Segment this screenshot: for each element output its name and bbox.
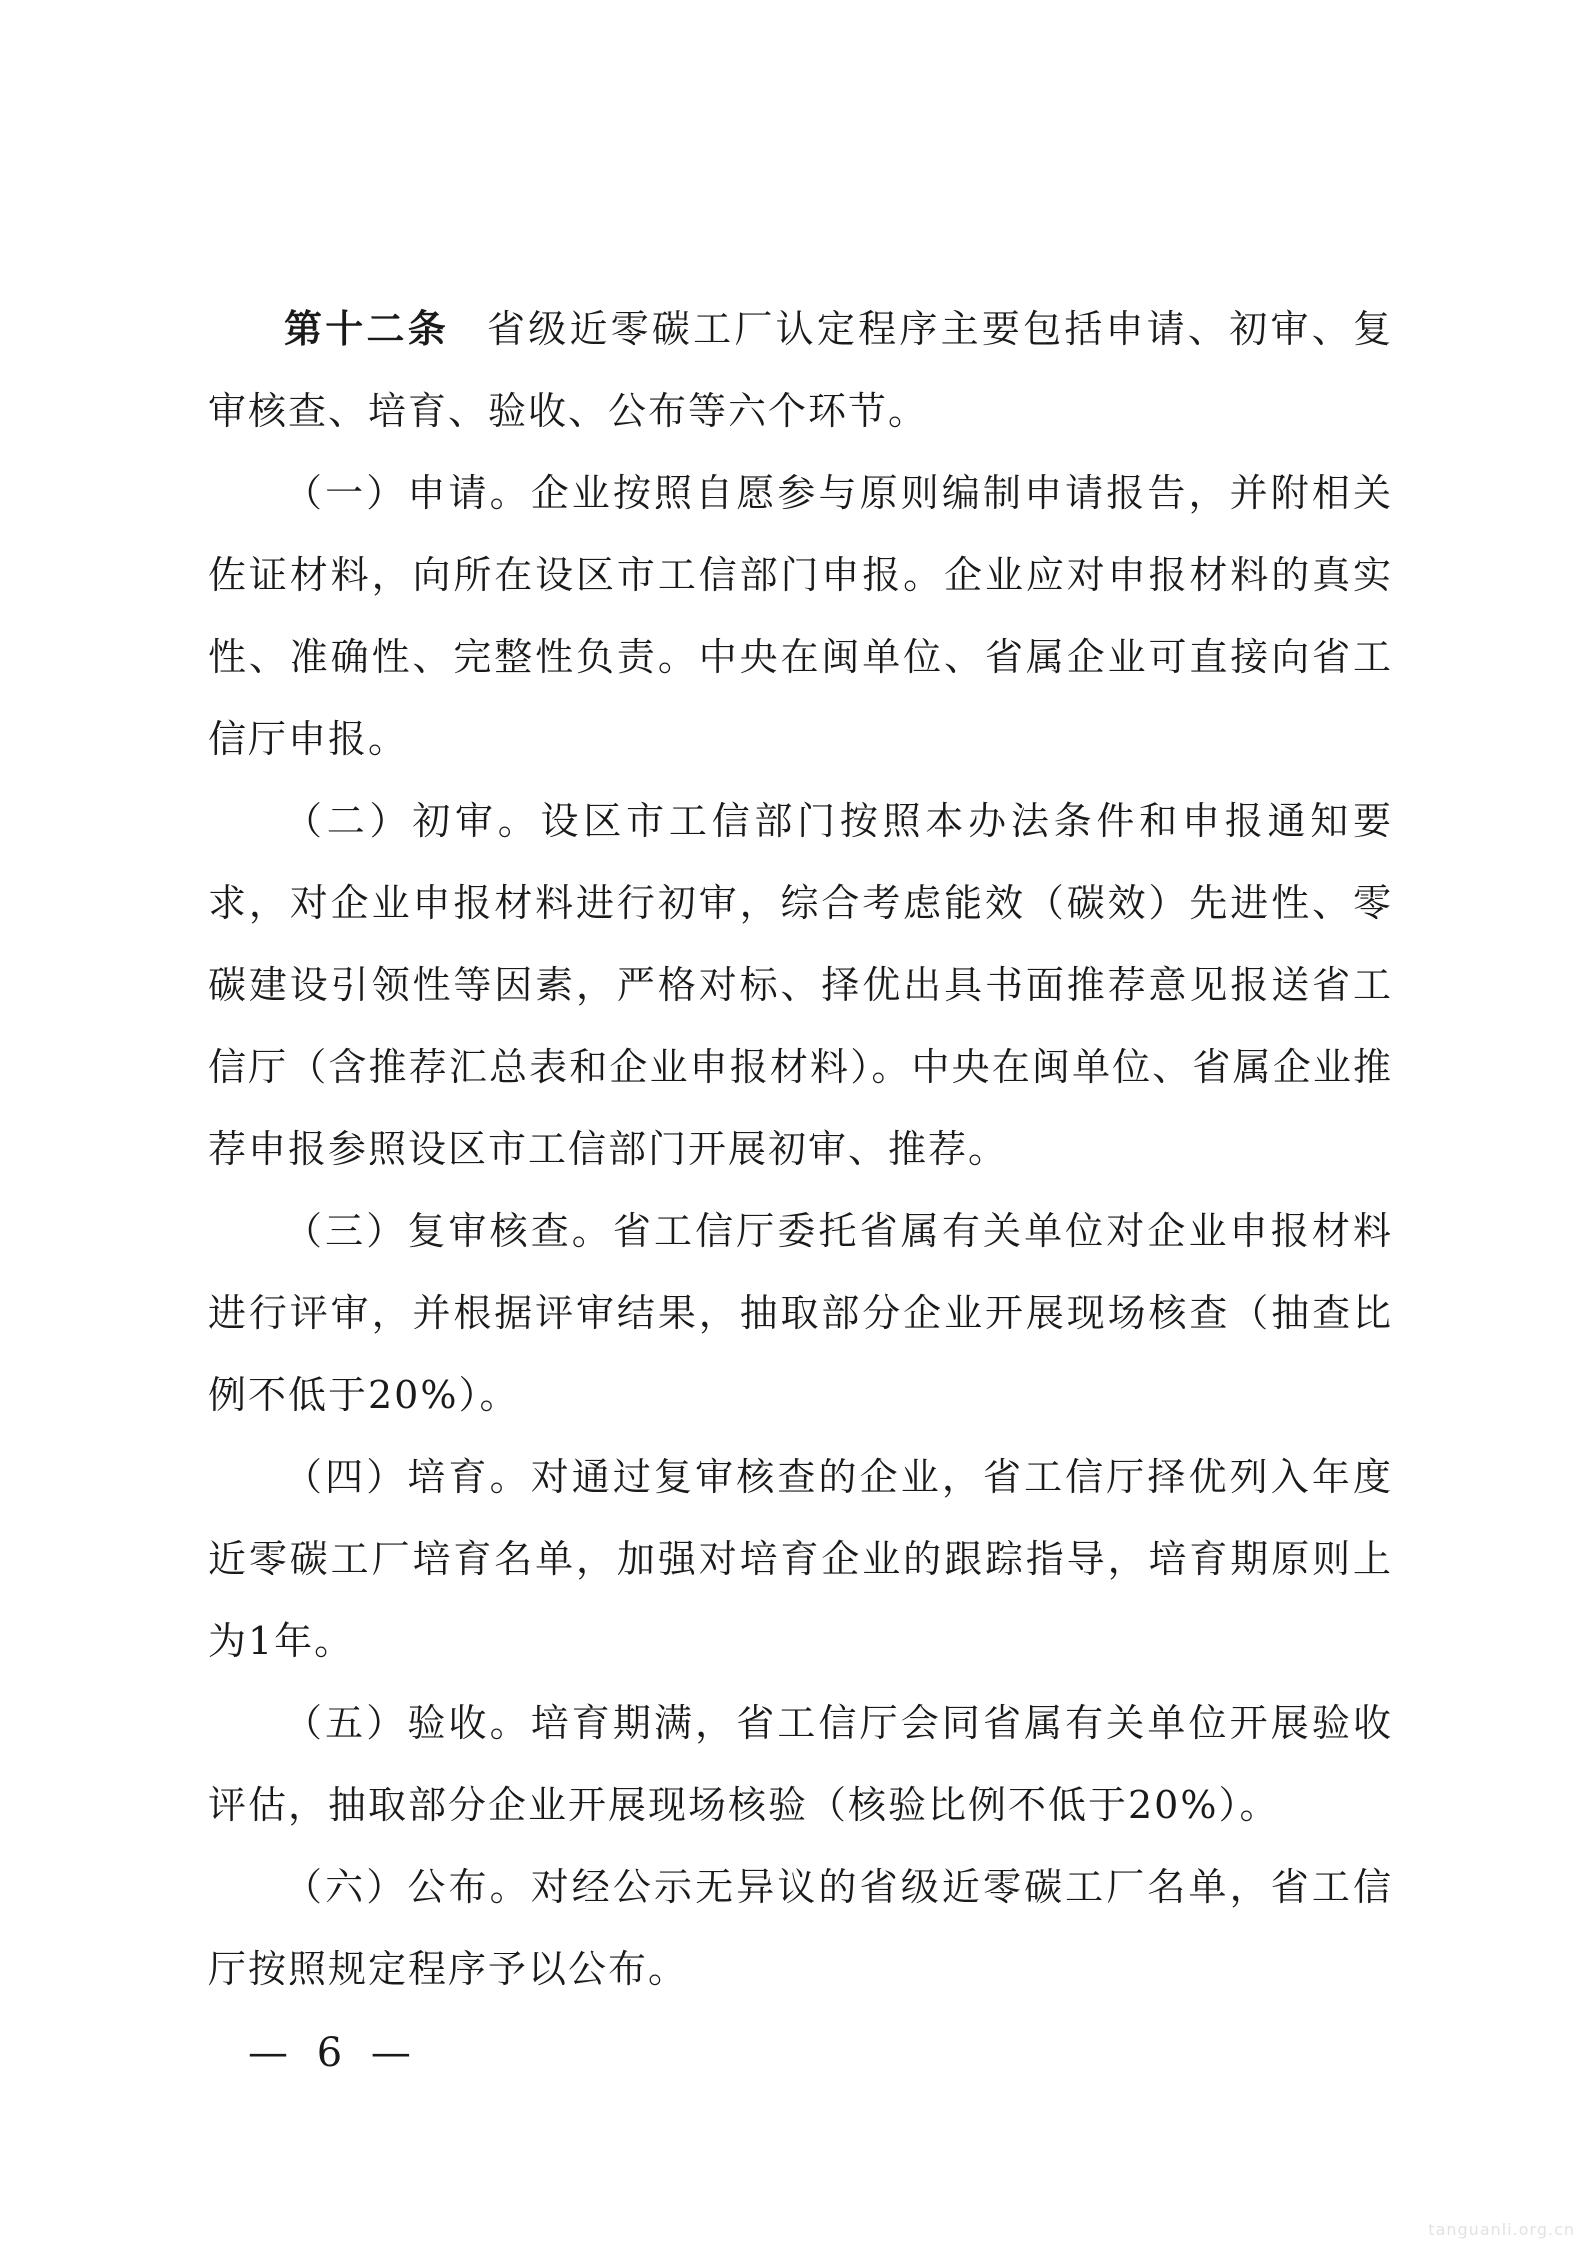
paragraph-re-review: （三）复审核查。省工信厅委托省属有关单位对企业申报材料进行评审，并根据评审结果，抽取部分企业开展现场核查（抽查比例不低于20%）。 xyxy=(208,1209,1393,1417)
page-number: — 6 — xyxy=(248,2030,419,2076)
paragraph-cultivation: （四）培育。对通过复审核查的企业，省工信厅择优列入年度近零碳工厂培育名单，加强对培育企业的跟踪指导，培育期原则上为1年。 xyxy=(208,1455,1393,1663)
article-intro: 省级近零碳工厂认定程序主要包括申请、初审、复审核查、培育、验收、公布等六个环节。 xyxy=(208,307,1393,433)
paragraph-publication: （六）公布。对经公示无异议的省级近零碳工厂名单，省工信厅按照规定程序予以公布。 xyxy=(208,1865,1393,1991)
paragraph-apply: （一）申请。企业按照自愿参与原则编制申请报告，并附相关佐证材料，向所在设区市工信部门申报。企业应对申报材料的真实性、准确性、完整性负责。中央在闽单位、省属企业可直接向省工信厅申报。 xyxy=(208,471,1393,761)
article-paragraph xyxy=(208,288,1393,452)
paragraph-acceptance: （五）验收。培育期满，省工信厅会同省属有关单位开展验收评估，抽取部分企业开展现场核验（核验比例不低于20%）。 xyxy=(208,1701,1393,1827)
watermark: tanguanli.org.cn xyxy=(1428,2220,1575,2239)
paragraph-initial-review: （二）初审。设区市工信部门按照本办法条件和申报通知要求，对企业申报材料进行初审，综合考虑能效（碳效）先进性、零碳建设引领性等因素，严格对标、择优出具书面推荐意见报送省工信厅（含推荐汇总表和企业申报材料）。中央在闽单位、省属企业推荐申报参照设区市工信部门开展初审、推荐。 xyxy=(208,799,1393,1171)
article-heading: 第十二条 xyxy=(284,307,449,351)
body-text xyxy=(208,288,1393,2010)
